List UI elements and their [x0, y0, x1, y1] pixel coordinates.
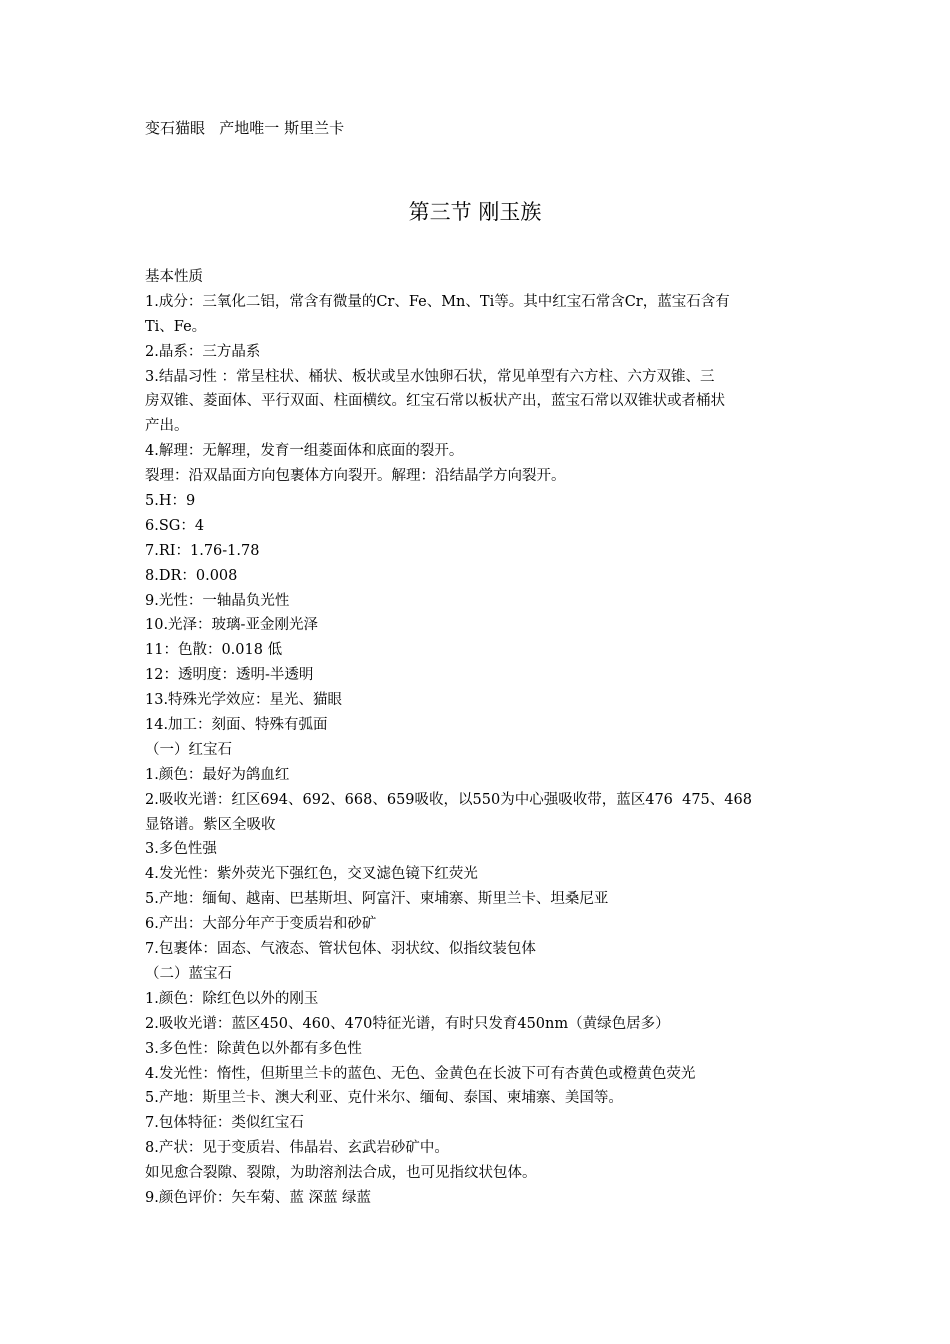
text-line: 8.产状：见于变质岩、伟晶岩、玄武岩砂矿中。 [145, 1140, 449, 1157]
text-line: （二）蓝宝石 [145, 965, 232, 982]
text-line: 2.吸收光谱：蓝区450、460、470特征光谱，有时只发育450nm（黄绿色居多） [145, 1015, 670, 1032]
text-line: 产出。 [145, 418, 189, 435]
text-line: 5.产地：缅甸、越南、巴基斯坦、阿富汗、柬埔寨、斯里兰卡、坦桑尼亚 [145, 891, 609, 908]
text-line: 10.光泽：玻璃-亚金刚光泽 [145, 617, 318, 634]
text-line: 3.多色性强 [145, 841, 217, 858]
section-title: 第三节 刚玉族 [408, 200, 542, 224]
text-line: 8.DR：0.008 [145, 567, 238, 584]
text-line: 5.H：9 [145, 493, 196, 510]
text-line: 3.结晶习性 ：常呈柱状、桶状、板状或呈水蚀卵石状，常见单型有六方柱、六方双锥、三 [145, 368, 715, 385]
text-line: 1.成分：三氧化二铝，常含有微量的Cr、Fe、Mn、Ti等。其中红宝石常含Cr，蓝宝石含有 [145, 293, 730, 310]
text-line: 6.SG：4 [145, 517, 205, 534]
text-line: 9.颜色评价：矢车菊、蓝 深蓝 绿蓝 [145, 1189, 372, 1206]
text-line: Ti、Fe。 [145, 318, 207, 335]
text-line: 4.解理：无解理，发育一组菱面体和底面的裂开。 [145, 443, 464, 460]
text-line: （一）红宝石 [145, 741, 232, 758]
text-line: 9.光性：一轴晶负光性 [145, 592, 290, 609]
text-line: 基本性质 [145, 269, 203, 285]
text-line: 2.吸收光谱：红区694、692、668、659吸收，以550为中心强吸收带，蓝区476 475、468 [145, 791, 752, 808]
text-line: 11：色散：0.018 低 [145, 642, 283, 659]
text-line: 裂理：沿双晶面方向包裹体方向裂开。解理：沿结晶学方向裂开。 [145, 468, 566, 485]
text-line: 7.包体特征：类似红宝石 [145, 1115, 304, 1132]
text-line: 13.特殊光学效应：星光、猫眼 [145, 692, 343, 709]
text-line: 如见愈合裂隙、裂隙，为助溶剂法合成，也可见指纹状包体。 [145, 1165, 537, 1182]
text-line: 3.多色性：除黄色以外都有多色性 [145, 1040, 362, 1057]
body-text [145, 265, 813, 1211]
header-line: 变石猫眼 产地唯一 斯里兰卡 [145, 119, 345, 137]
text-line: 1.颜色：最好为鸽血红 [145, 766, 290, 783]
text-line: 1.颜色：除红色以外的刚玉 [145, 990, 319, 1007]
text-line: 5.产地：斯里兰卡、澳大利亚、克什米尔、缅甸、泰国、柬埔寨、美国等。 [145, 1090, 623, 1107]
text-line: 6.产出：大部分年产于变质岩和砂矿 [145, 916, 377, 933]
text-line: 7.包裹体：固态、气液态、管状包体、羽状纹、似指纹装包体 [145, 941, 536, 958]
text-line: 12：透明度：透明-半透明 [145, 667, 314, 684]
text-line: 7.RI：1.76-1.78 [145, 542, 260, 559]
text-line: 14.加工：刻面、特殊有弧面 [145, 717, 328, 734]
text-line: 4.发光性：惰性，但斯里兰卡的蓝色、无色、金黄色在长波下可有杏黄色或橙黄色荧光 [145, 1065, 696, 1082]
text-line: 2.晶系：三方晶系 [145, 343, 261, 360]
text-line: 4.发光性：紫外荧光下强红色，交叉滤色镜下红荧光 [145, 866, 478, 883]
text-line: 房双锥、菱面体、平行双面、柱面横纹。红宝石常以板状产出，蓝宝石常以双锥状或者桶状 [145, 393, 725, 410]
text-line: 显铬谱。紫区全吸收 [145, 816, 276, 833]
